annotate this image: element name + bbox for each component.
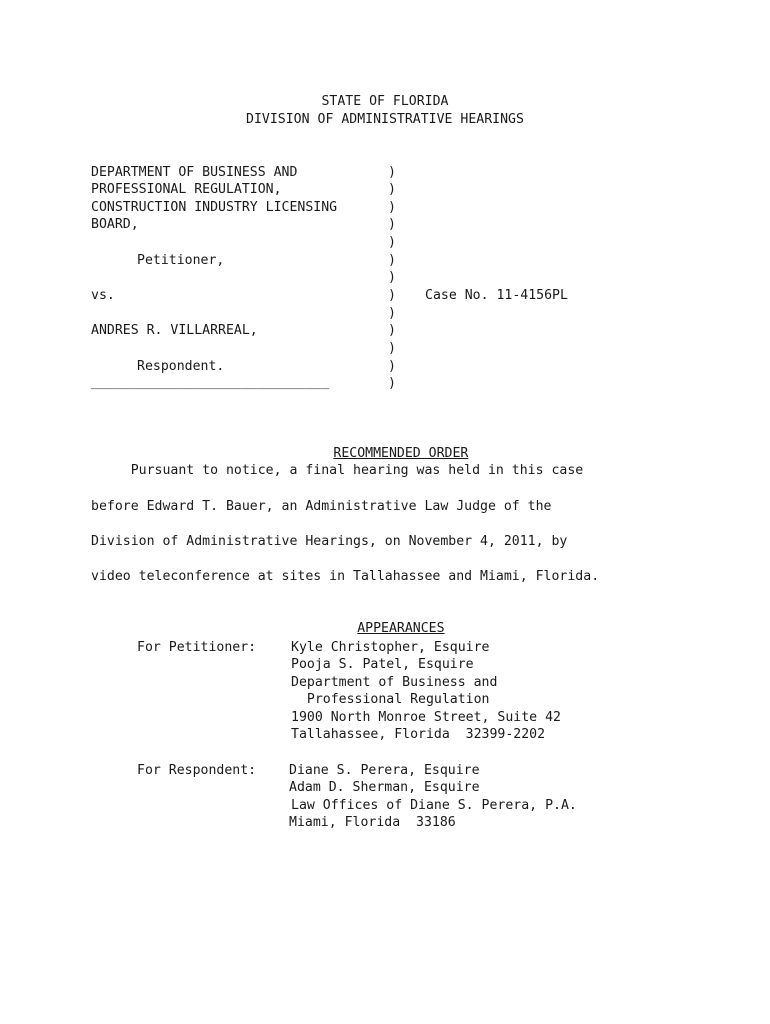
order-title-text: RECOMMENDED ORDER	[333, 446, 469, 461]
paragraph-line: Pursuant to notice, a final hearing was held in this case	[91, 463, 584, 478]
petitioner-counsel-line: Pooja S. Patel, Esquire	[291, 657, 474, 672]
respondent-counsel-label: For Respondent:	[137, 763, 257, 778]
respondent-counsel-line: Law Offices of Diane S. Perera, P.A.	[291, 798, 577, 813]
caption-paren: )	[388, 235, 396, 250]
caption-paren: )	[388, 182, 396, 197]
petitioner-name-line: BOARD,	[91, 217, 139, 232]
petitioner-name-line: PROFESSIONAL REGULATION,	[91, 182, 282, 197]
petitioner-counsel-line: Professional Regulation	[291, 692, 490, 707]
respondent-name: ANDRES R. VILLARREAL,	[91, 323, 258, 338]
state-heading: STATE OF FLORIDA	[321, 94, 449, 109]
caption-paren: )	[388, 376, 396, 391]
caption-paren: )	[388, 270, 396, 285]
petitioner-role: Petitioner,	[137, 253, 225, 268]
caption-paren: )	[388, 200, 396, 215]
respondent-role: Respondent.	[137, 359, 225, 374]
caption-paren: )	[388, 288, 396, 303]
versus-label: vs.	[91, 288, 115, 303]
respondent-counsel-line: Miami, Florida 33186	[289, 815, 456, 830]
caption-paren: )	[388, 253, 396, 268]
petitioner-counsel-line: Department of Business and	[291, 675, 498, 690]
division-heading: DIVISION OF ADMINISTRATIVE HEARINGS	[246, 112, 524, 127]
respondent-counsel-line: Diane S. Perera, Esquire	[289, 763, 480, 778]
paragraph-line: video teleconference at sites in Tallahassee and Miami, Florida.	[91, 569, 600, 584]
caption-paren: )	[388, 359, 396, 374]
caption-paren: )	[388, 217, 396, 232]
petitioner-counsel-line: Tallahassee, Florida 32399-2202	[291, 727, 546, 742]
petitioner-name-line: CONSTRUCTION INDUSTRY LICENSING	[91, 200, 338, 215]
petitioner-name-line: DEPARTMENT OF BUSINESS AND	[91, 165, 298, 180]
caption-paren: )	[388, 323, 396, 338]
paragraph-line: before Edward T. Bauer, an Administrative Law Judge of the	[91, 499, 552, 514]
caption-rule: ______________________________	[91, 375, 330, 390]
caption-paren: )	[388, 341, 396, 356]
paragraph-line: Division of Administrative Hearings, on November 4, 2011, by	[91, 534, 568, 549]
appearances-title-text: APPEARANCES	[357, 621, 445, 636]
caption-paren: )	[388, 165, 396, 180]
petitioner-counsel-line: 1900 North Monroe Street, Suite 42	[291, 710, 561, 725]
petitioner-counsel-line: Kyle Christopher, Esquire	[291, 640, 490, 655]
petitioner-counsel-label: For Petitioner:	[137, 640, 257, 655]
case-number: Case No. 11-4156PL	[425, 288, 568, 303]
caption-paren: )	[388, 306, 396, 321]
respondent-counsel-line: Adam D. Sherman, Esquire	[289, 780, 480, 795]
